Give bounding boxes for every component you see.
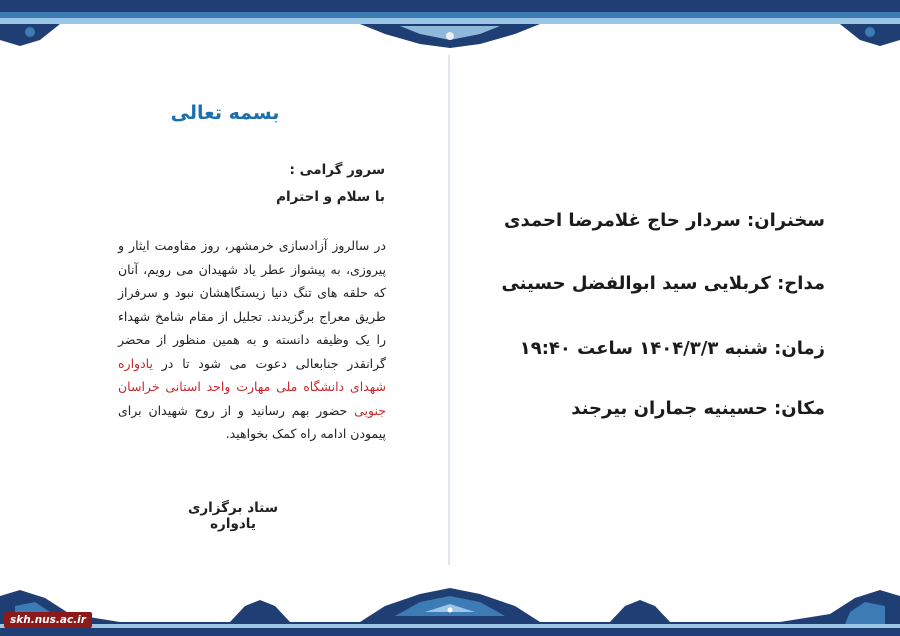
letter-body	[118, 234, 386, 446]
top-ornament-band	[0, 0, 900, 50]
speaker-line: سخنران: سردار حاج غلامرضا احمدی	[504, 210, 825, 231]
letter-title: بسمه تعالی	[170, 102, 280, 124]
bottom-ornament-band	[0, 566, 900, 636]
letter-body-highlight: یادواره شهدای دانشگاه ملی مهارت واحد استانی خراسان جنوبی	[118, 355, 386, 418]
time-line: زمان: شنبه ۱۴۰۴/۳/۳ ساعت ۱۹:۴۰	[519, 338, 825, 359]
letter-salutation: با سلام و احترام	[276, 189, 385, 205]
letter-body-text-end: حضور بهم رسانید و از روح شهیدان برای پیمودن ادامه راه کمک بخواهید.	[118, 402, 386, 441]
eulogist-line: مداح: کربلایی سید ابوالفضل حسینی	[501, 273, 825, 294]
center-divider	[448, 55, 450, 565]
letter-signature: ستاد برگزاری یادواره	[188, 500, 278, 532]
letter-body-text: در سالروز آزادسازی خرمشهر، روز مقاومت ایثار و پیروزی، به پیشواز عطر یاد شهیدان می رویم، آنان که حلقه های تنگ دنیا زیستگاهشان نبود و سرفراز طریق معراج برگزیدند. تجلیل از مقام شامخ شهداء را یک وظیفه دانسته و به همین منظور از محضر گرانقدر جنابعالی دعوت می شود تا در	[118, 238, 386, 371]
letter-greeting: سرور گرامی :	[289, 162, 385, 178]
website-watermark: skh.nus.ac.ir	[4, 612, 92, 628]
place-line: مکان: حسینیه جماران بیرجند	[571, 398, 825, 419]
